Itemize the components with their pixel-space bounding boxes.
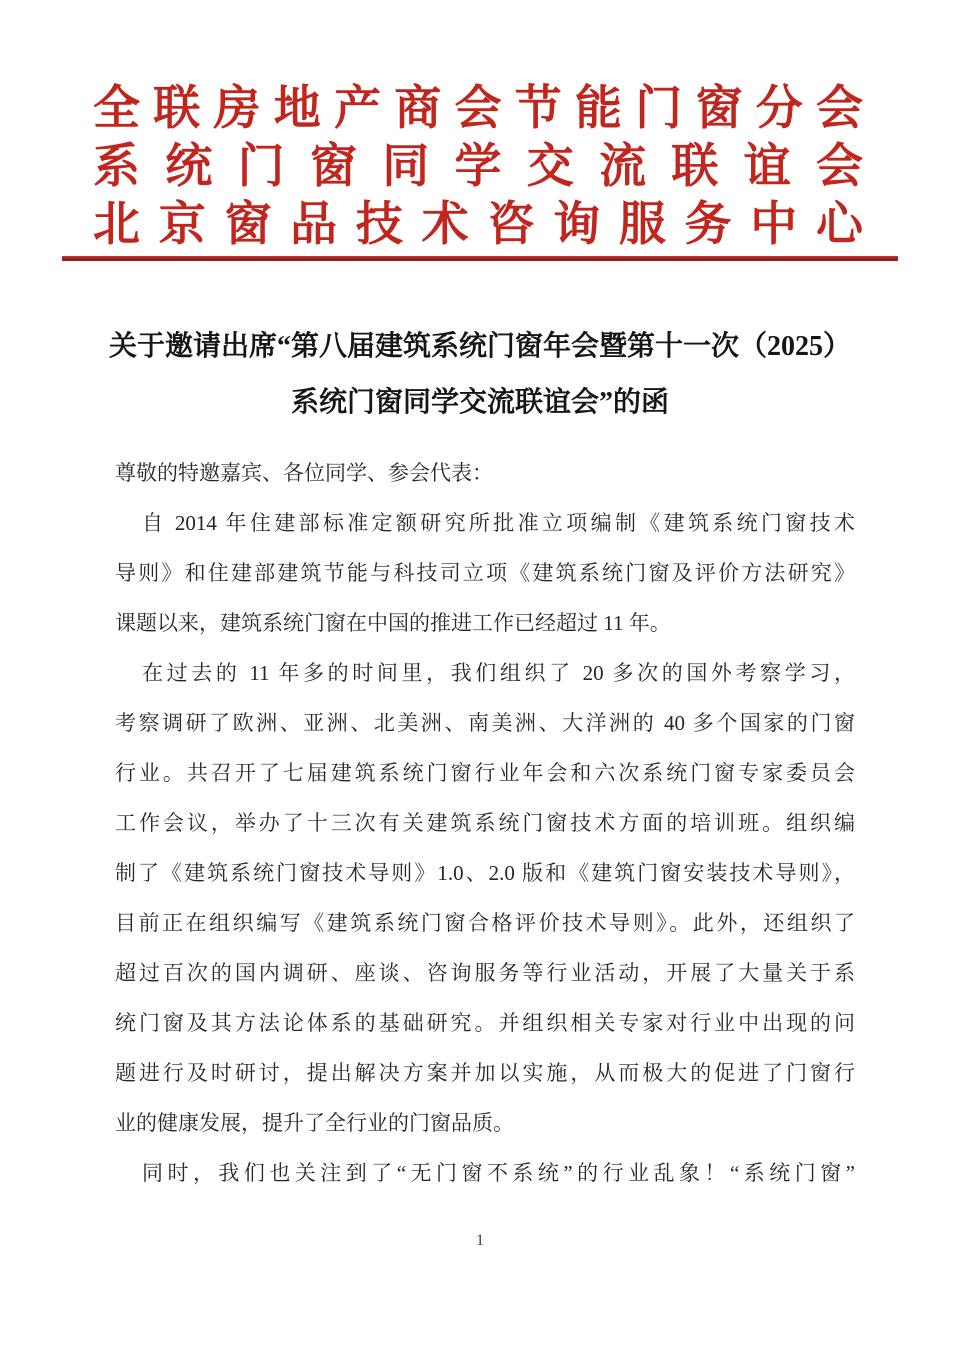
salutation-line: 尊敬的特邀嘉宾、各位同学、参会代表： [115, 461, 493, 485]
title-line-2: 系统门窗同学交流联谊会”的函 [290, 387, 669, 418]
body-line: 目前正在组织编写《建筑系统门窗合格评价技术导则》。此外，还组织了 [115, 911, 855, 935]
body-line: 自 2014 年住建部标准定额研究所批准立项编制《建筑系统门窗技术 [142, 511, 855, 535]
letterhead-line-1: 全联房地产商会节能门窗分会 [93, 83, 863, 135]
letter-body [115, 448, 855, 1198]
body-line: 工作会议，举办了十三次有关建筑系统门窗技术方面的培训班。组织编 [115, 811, 855, 835]
letterhead-line-2: 系统门窗同学交流联谊会 [93, 141, 863, 193]
letterhead [93, 80, 863, 254]
body-line: 在过去的 11 年多的时间里，我们组织了 20 多次的国外考察学习， [142, 661, 855, 685]
body-line: 导则》和住建部建筑节能与科技司立项《建筑系统门窗及评价方法研究》 [115, 561, 855, 585]
body-line: 制了《建筑系统门窗技术导则》1.0、2.0 版和《建筑门窗安装技术导则》， [115, 861, 855, 885]
body-line: 业的健康发展，提升了全行业的门窗品质。 [115, 1111, 514, 1135]
body-line: 行业。共召开了七届建筑系统门窗行业年会和六次系统门窗专家委员会 [115, 761, 855, 785]
body-line: 题进行及时研讨，提出解决方案并加以实施，从而极大的促进了门窗行 [115, 1061, 855, 1085]
letterhead-divider-rule [62, 256, 898, 261]
body-line: 课题以来，建筑系统门窗在中国的推进工作已经超过 11 年。 [115, 611, 671, 635]
title-line-1: 关于邀请出席“第八届建筑系统门窗年会暨第十一次（2025） [108, 331, 851, 362]
letterhead-line-3: 北京窗品技术咨询服务中心 [93, 199, 863, 251]
body-line: 考察调研了欧洲、亚洲、北美洲、南美洲、大洋洲的 40 多个国家的门窗 [115, 711, 855, 735]
body-line: 统门窗及其方法论体系的基础研究。并组织相关专家对行业中出现的问 [115, 1011, 855, 1035]
page-number: 1 [476, 1232, 484, 1249]
body-line: 同时，我们也关注到了“无门窗不系统”的行业乱象！“系统门窗” [142, 1161, 855, 1185]
document-title [0, 319, 960, 431]
body-line: 超过百次的国内调研、座谈、咨询服务等行业活动，开展了大量关于系 [115, 961, 855, 985]
